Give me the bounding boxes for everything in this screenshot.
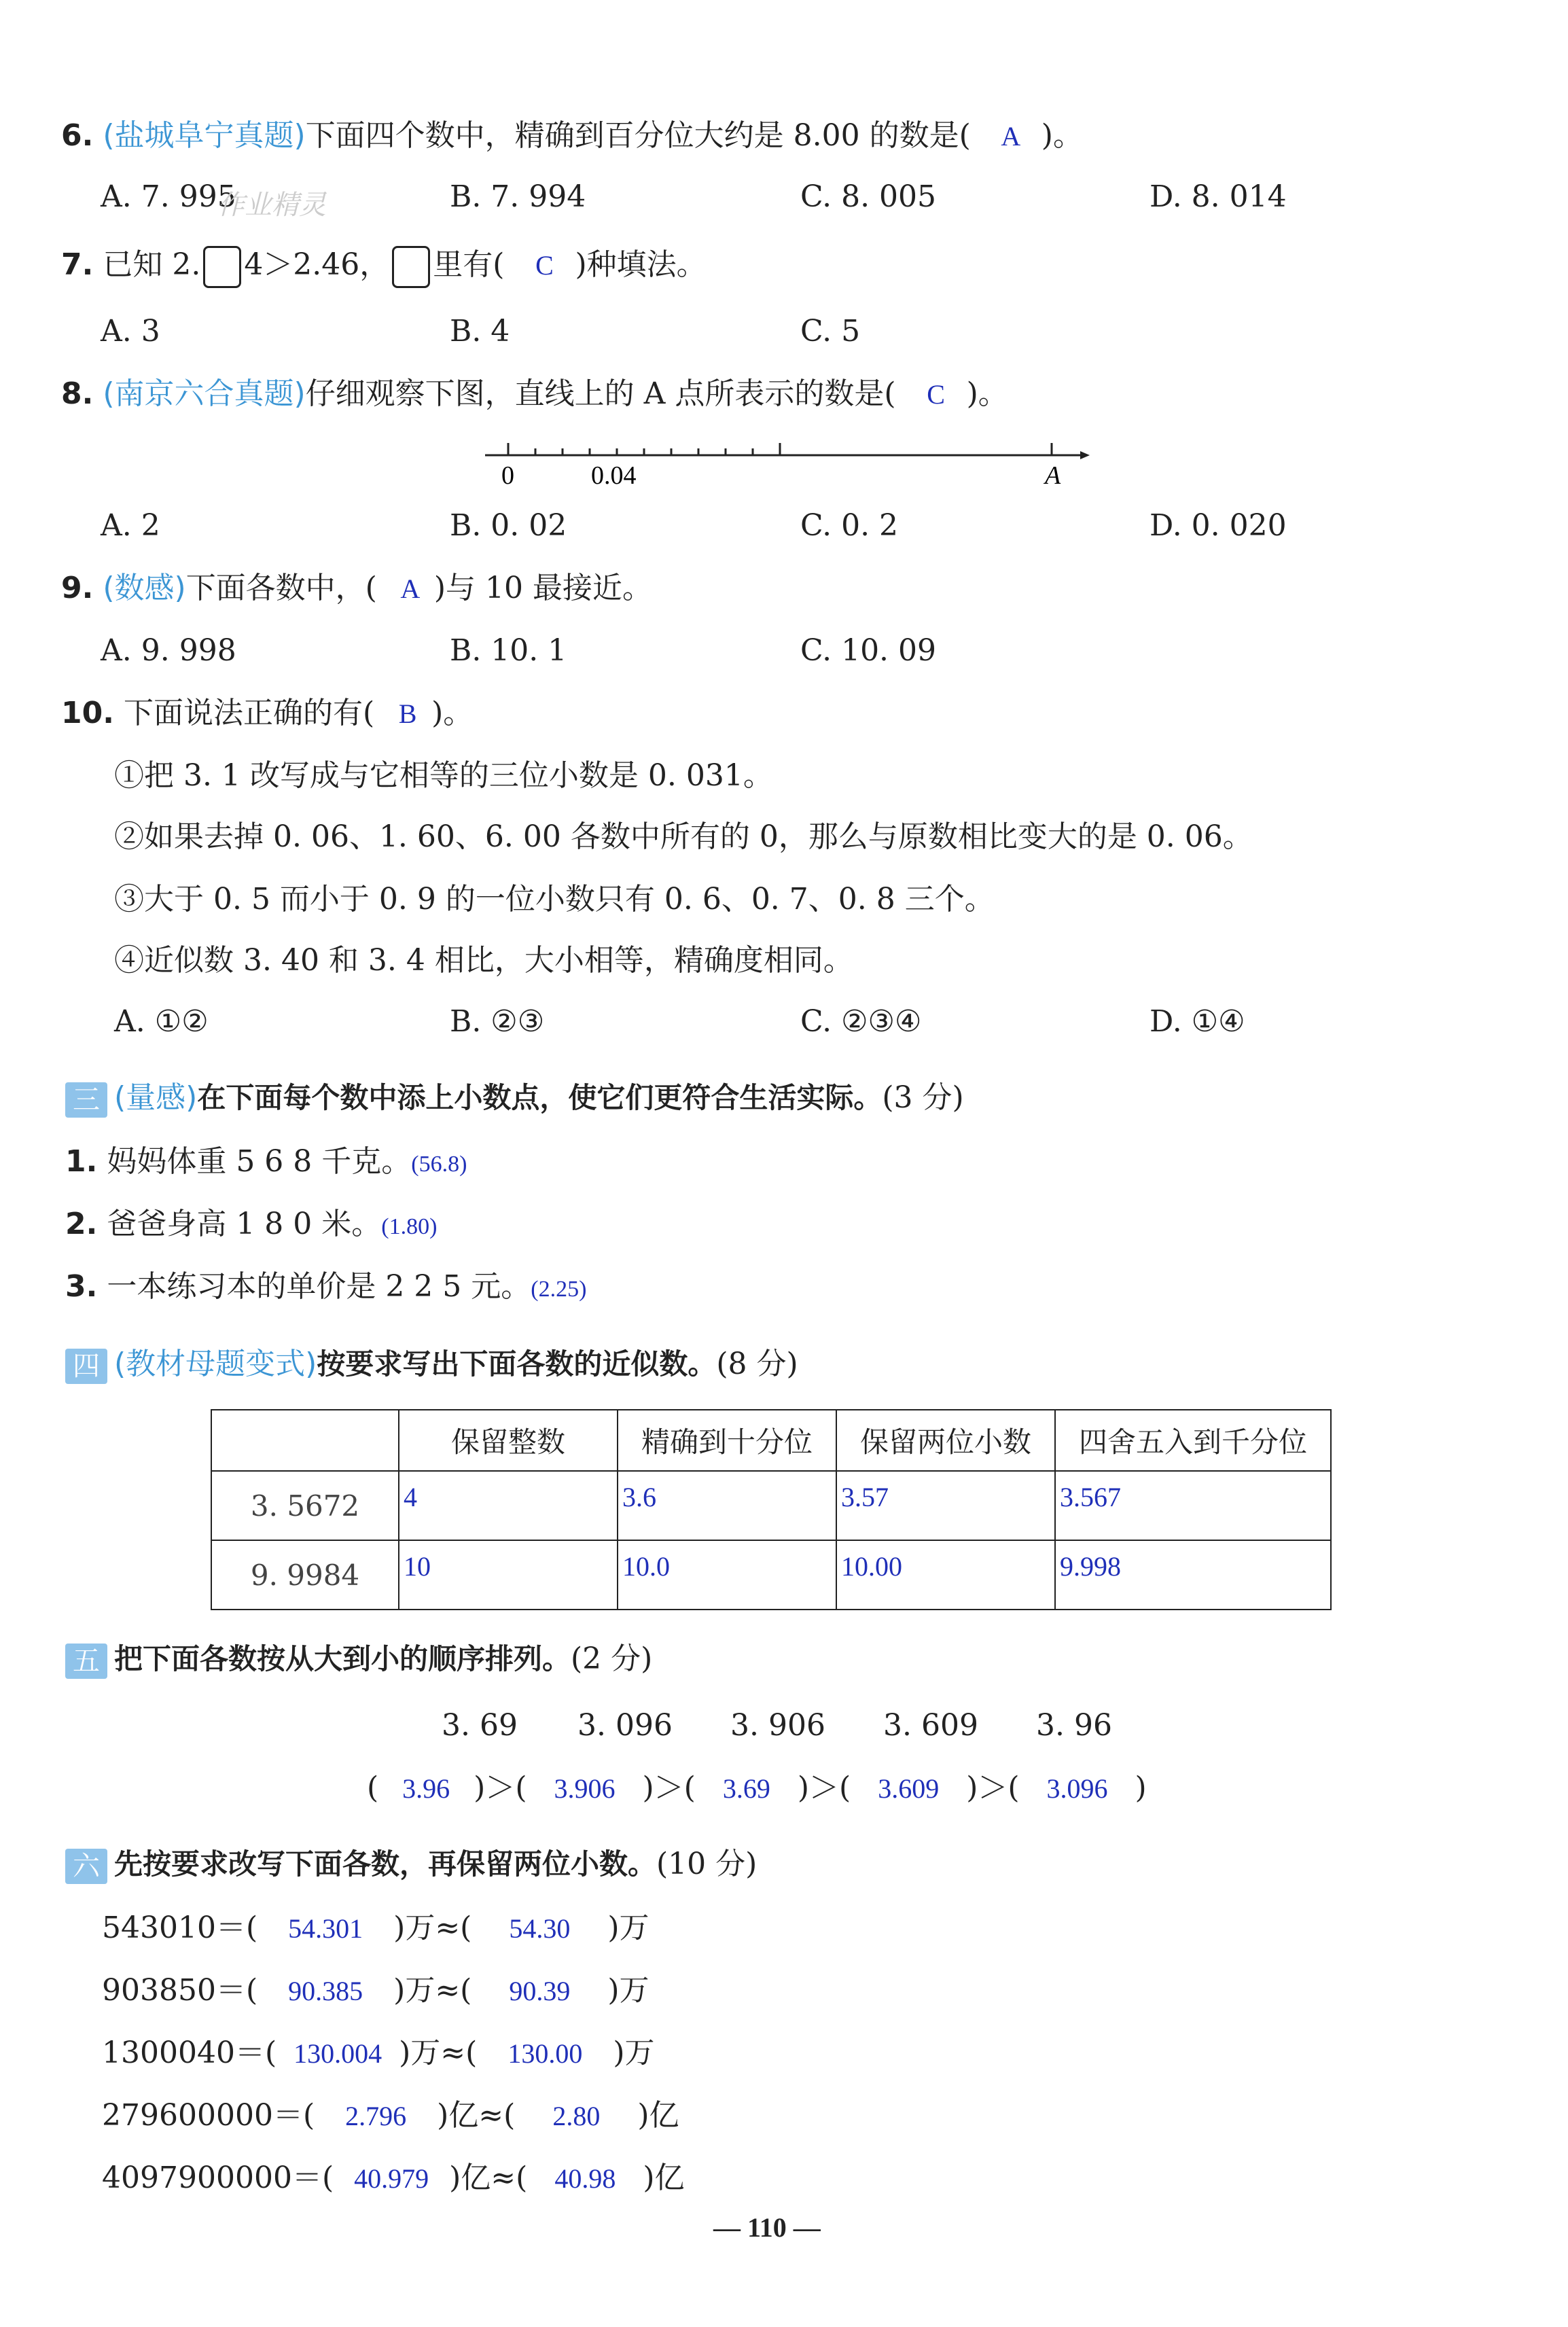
table-row (211, 1471, 1331, 1540)
answer: B (398, 698, 417, 729)
number: 3. 609 (883, 1708, 978, 1743)
option-a: A. 3 (101, 314, 160, 349)
number: 3. 69 (442, 1708, 518, 1743)
axis-label-004: 0.04 (591, 461, 637, 490)
section-5-header (65, 1639, 652, 1680)
question-text: 下面说法正确的有( (123, 696, 375, 730)
question-number: 2. (65, 1207, 98, 1241)
answer: 10.0 (622, 1551, 670, 1582)
number: 3. 096 (577, 1708, 673, 1743)
rewrite-row: 4097900000＝( 40.979 )亿≈( 40.98 )亿 (102, 2158, 685, 2199)
answer: 40.98 (554, 2163, 616, 2194)
option-d: D. ①④ (1150, 1004, 1245, 1039)
option-d: D. 0. 020 (1150, 508, 1287, 543)
answer: 9.998 (1060, 1551, 1121, 1582)
section-title: 先按要求改写下面各数，再保留两位小数。 (114, 1847, 657, 1881)
section-score: (3 分) (882, 1080, 964, 1115)
question-tag: (盐城阜宁真题) (103, 118, 306, 153)
question-number: 8. (61, 376, 94, 411)
answer: A (1001, 121, 1021, 152)
answer: (56.8) (411, 1152, 467, 1177)
section-title: 把下面各数按从大到小的顺序排列。 (114, 1642, 571, 1675)
option-c: C. 5 (800, 314, 861, 349)
answer: 54.30 (509, 1913, 571, 1944)
answer: 40.979 (354, 2163, 429, 2194)
answer: 130.00 (507, 2038, 583, 2069)
question-text-end: )与 10 最接近。 (433, 571, 652, 605)
option-d: D. 8. 014 (1150, 179, 1287, 214)
source-number: 543010＝( (102, 1911, 258, 1945)
option-b: B. 4 (450, 314, 510, 349)
section-score: (2 分) (571, 1641, 653, 1676)
section-tag: (量感) (114, 1080, 198, 1115)
question-text-end: )。 (431, 696, 474, 730)
question-tag: (南京六合真题) (103, 376, 306, 411)
question-number: 10. (61, 696, 114, 730)
source-number: 279600000＝( (102, 2098, 315, 2133)
rewrite-row: 1300040＝( 130.004 )万≈( 130.00 )万 (102, 2033, 655, 2074)
table-header: 保留整数 (399, 1410, 618, 1471)
statement-3: ③大于 0. 5 而小于 0. 9 的一位小数只有 0. 6、0. 7、0. 8 三个。 (114, 882, 995, 917)
answer: 3.6 (622, 1482, 656, 1512)
answer: 90.39 (509, 1976, 571, 2006)
number-line (476, 428, 1101, 496)
source-number: 1300040＝( (102, 2036, 277, 2070)
question-8 (61, 374, 1008, 415)
option-c: C. 0. 2 (800, 508, 899, 543)
option-a: A. 9. 998 (101, 633, 236, 668)
option-a: A. 2 (101, 508, 160, 543)
question-text: 里有( (433, 247, 505, 282)
answer: 3.609 (878, 1773, 940, 1804)
answer: 3.69 (722, 1773, 770, 1804)
unit: 万 (405, 1911, 435, 1945)
section-title: 在下面每个数中添上小数点，使它们更符合生活实际。 (197, 1081, 883, 1114)
watermark: 作业精灵 (217, 190, 326, 221)
answer: 54.301 (288, 1913, 363, 1944)
number: 3. 906 (730, 1708, 825, 1743)
section-score: (8 分) (716, 1347, 798, 1381)
question-9 (61, 568, 652, 609)
sub-question-2 (65, 1204, 437, 1247)
question-text: 一本练习本的单价是 2 2 5 元。 (107, 1269, 531, 1304)
option-b: B. ②③ (450, 1004, 545, 1039)
question-text: 妈妈体重 5 6 8 千克。 (107, 1144, 412, 1179)
unit: 亿 (461, 2161, 491, 2195)
option-c: C. ②③④ (800, 1004, 922, 1039)
section-title: 按要求写出下面各数的近似数。 (317, 1347, 717, 1381)
answer: C (927, 379, 945, 410)
question-text: 已知 2. (103, 247, 201, 282)
section-score: (10 分) (656, 1847, 758, 1881)
table-header (211, 1410, 399, 1471)
option-b: B. 10. 1 (450, 633, 567, 668)
number: 3. 96 (1036, 1708, 1112, 1743)
table-header: 四舍五入到千分位 (1055, 1410, 1331, 1471)
section-badge: 六 (65, 1849, 107, 1884)
unit: 亿 (649, 2098, 679, 2133)
axis-label-a: A (1045, 461, 1061, 490)
table-row (211, 1540, 1331, 1610)
answer: C (535, 250, 554, 281)
answer: 10.00 (841, 1551, 902, 1582)
question-number: 1. (65, 1144, 98, 1179)
table-cell: 9. 9984 (211, 1540, 399, 1610)
unit: 万 (619, 1973, 649, 2008)
sub-question-3 (65, 1266, 586, 1310)
section-badge: 五 (65, 1644, 107, 1679)
section-tag: (教材母题变式) (114, 1347, 317, 1381)
answer: A (400, 573, 421, 604)
option-a: A. ①② (114, 1004, 209, 1039)
question-number: 7. (61, 247, 94, 282)
answer: 2.796 (345, 2101, 407, 2131)
option-c: C. 10. 09 (800, 633, 937, 668)
statement-4: ④近似数 3. 40 和 3. 4 相比，大小相等，精确度相同。 (114, 943, 853, 978)
statement-2: ②如果去掉 0. 06、1. 60、6. 00 各数中所有的 0，那么与原数相比变大的是 0. 06。 (114, 819, 1253, 854)
blank-box (392, 246, 430, 288)
unit: 亿 (654, 2161, 685, 2195)
question-text: 仔细观察下图，直线上的 A 点所表示的数是( (305, 376, 896, 411)
ordering-answer: ( 3.96 )＞( 3.906 )＞( 3.69 )＞( 3.609 )＞( 3.096 ) (367, 1768, 1147, 1809)
question-7 (61, 245, 707, 288)
page-number: — 110 — (713, 2212, 821, 2243)
section-6-header (65, 1844, 757, 1885)
question-10 (61, 693, 473, 734)
answer: 2.80 (552, 2101, 601, 2131)
unit: 万 (624, 2036, 655, 2070)
question-tag: (数感) (103, 571, 186, 605)
question-number: 6. (61, 118, 94, 153)
question-text: 下面四个数中，精确到百分位大约是 8.00 的数是( (305, 118, 971, 153)
question-text-end: )种填法。 (575, 247, 707, 282)
unit: 万 (619, 1911, 649, 1945)
rewrite-row: 543010＝( 54.301 )万≈( 54.30 )万 (102, 1908, 649, 1949)
question-text-end: )。 (1041, 118, 1083, 153)
source-number: 903850＝( (102, 1973, 258, 2008)
blank-box (203, 246, 241, 288)
unit: 万 (405, 1973, 435, 2008)
answer: 10 (404, 1551, 431, 1582)
answer: (1.80) (381, 1214, 438, 1239)
question-text-end: )。 (966, 376, 1008, 411)
answer: 3.096 (1046, 1773, 1108, 1804)
statement-1: ①把 3. 1 改写成与它相等的三位小数是 0. 031。 (114, 758, 773, 793)
option-a: A. 7. 995 (101, 179, 236, 214)
question-number: 9. (61, 571, 94, 605)
answer: 130.004 (293, 2038, 382, 2069)
option-b: B. 0. 02 (450, 508, 567, 543)
answer: 3.57 (841, 1482, 889, 1512)
question-text: 爸爸身高 1 8 0 米。 (107, 1207, 382, 1241)
section-badge: 三 (65, 1082, 107, 1118)
table-header-row (211, 1410, 1331, 1471)
question-text: 下面各数中，( (185, 571, 377, 605)
rewrite-row: 903850＝( 90.385 )万≈( 90.39 )万 (102, 1970, 649, 2012)
rewrite-row: 279600000＝( 2.796 )亿≈( 2.80 )亿 (102, 2095, 679, 2137)
question-6 (61, 116, 1083, 157)
section-4-header (65, 1344, 798, 1385)
sub-question-1 (65, 1141, 467, 1185)
answer: 3.906 (554, 1773, 616, 1804)
question-number: 3. (65, 1269, 98, 1304)
unit: 万 (410, 2036, 441, 2070)
answer: (2.25) (531, 1277, 587, 1302)
table-cell: 3. 5672 (211, 1471, 399, 1540)
table-header: 精确到十分位 (618, 1410, 836, 1471)
numbers-to-sort (442, 1705, 1112, 1746)
axis-label-0: 0 (501, 461, 514, 490)
option-b: B. 7. 994 (450, 179, 586, 214)
option-c: C. 8. 005 (800, 179, 937, 214)
answer: 90.385 (288, 1976, 363, 2006)
answer: 4 (404, 1482, 417, 1512)
answer: 3.567 (1060, 1482, 1121, 1512)
table-header: 保留两位小数 (836, 1410, 1055, 1471)
section-badge: 四 (65, 1349, 107, 1384)
answer: 3.96 (402, 1773, 450, 1804)
question-text: 4＞2.46， (244, 247, 390, 282)
unit: 亿 (448, 2098, 479, 2133)
source-number: 4097900000＝( (102, 2161, 334, 2195)
section-3-header (65, 1078, 964, 1118)
approximation-table (211, 1409, 1332, 1610)
